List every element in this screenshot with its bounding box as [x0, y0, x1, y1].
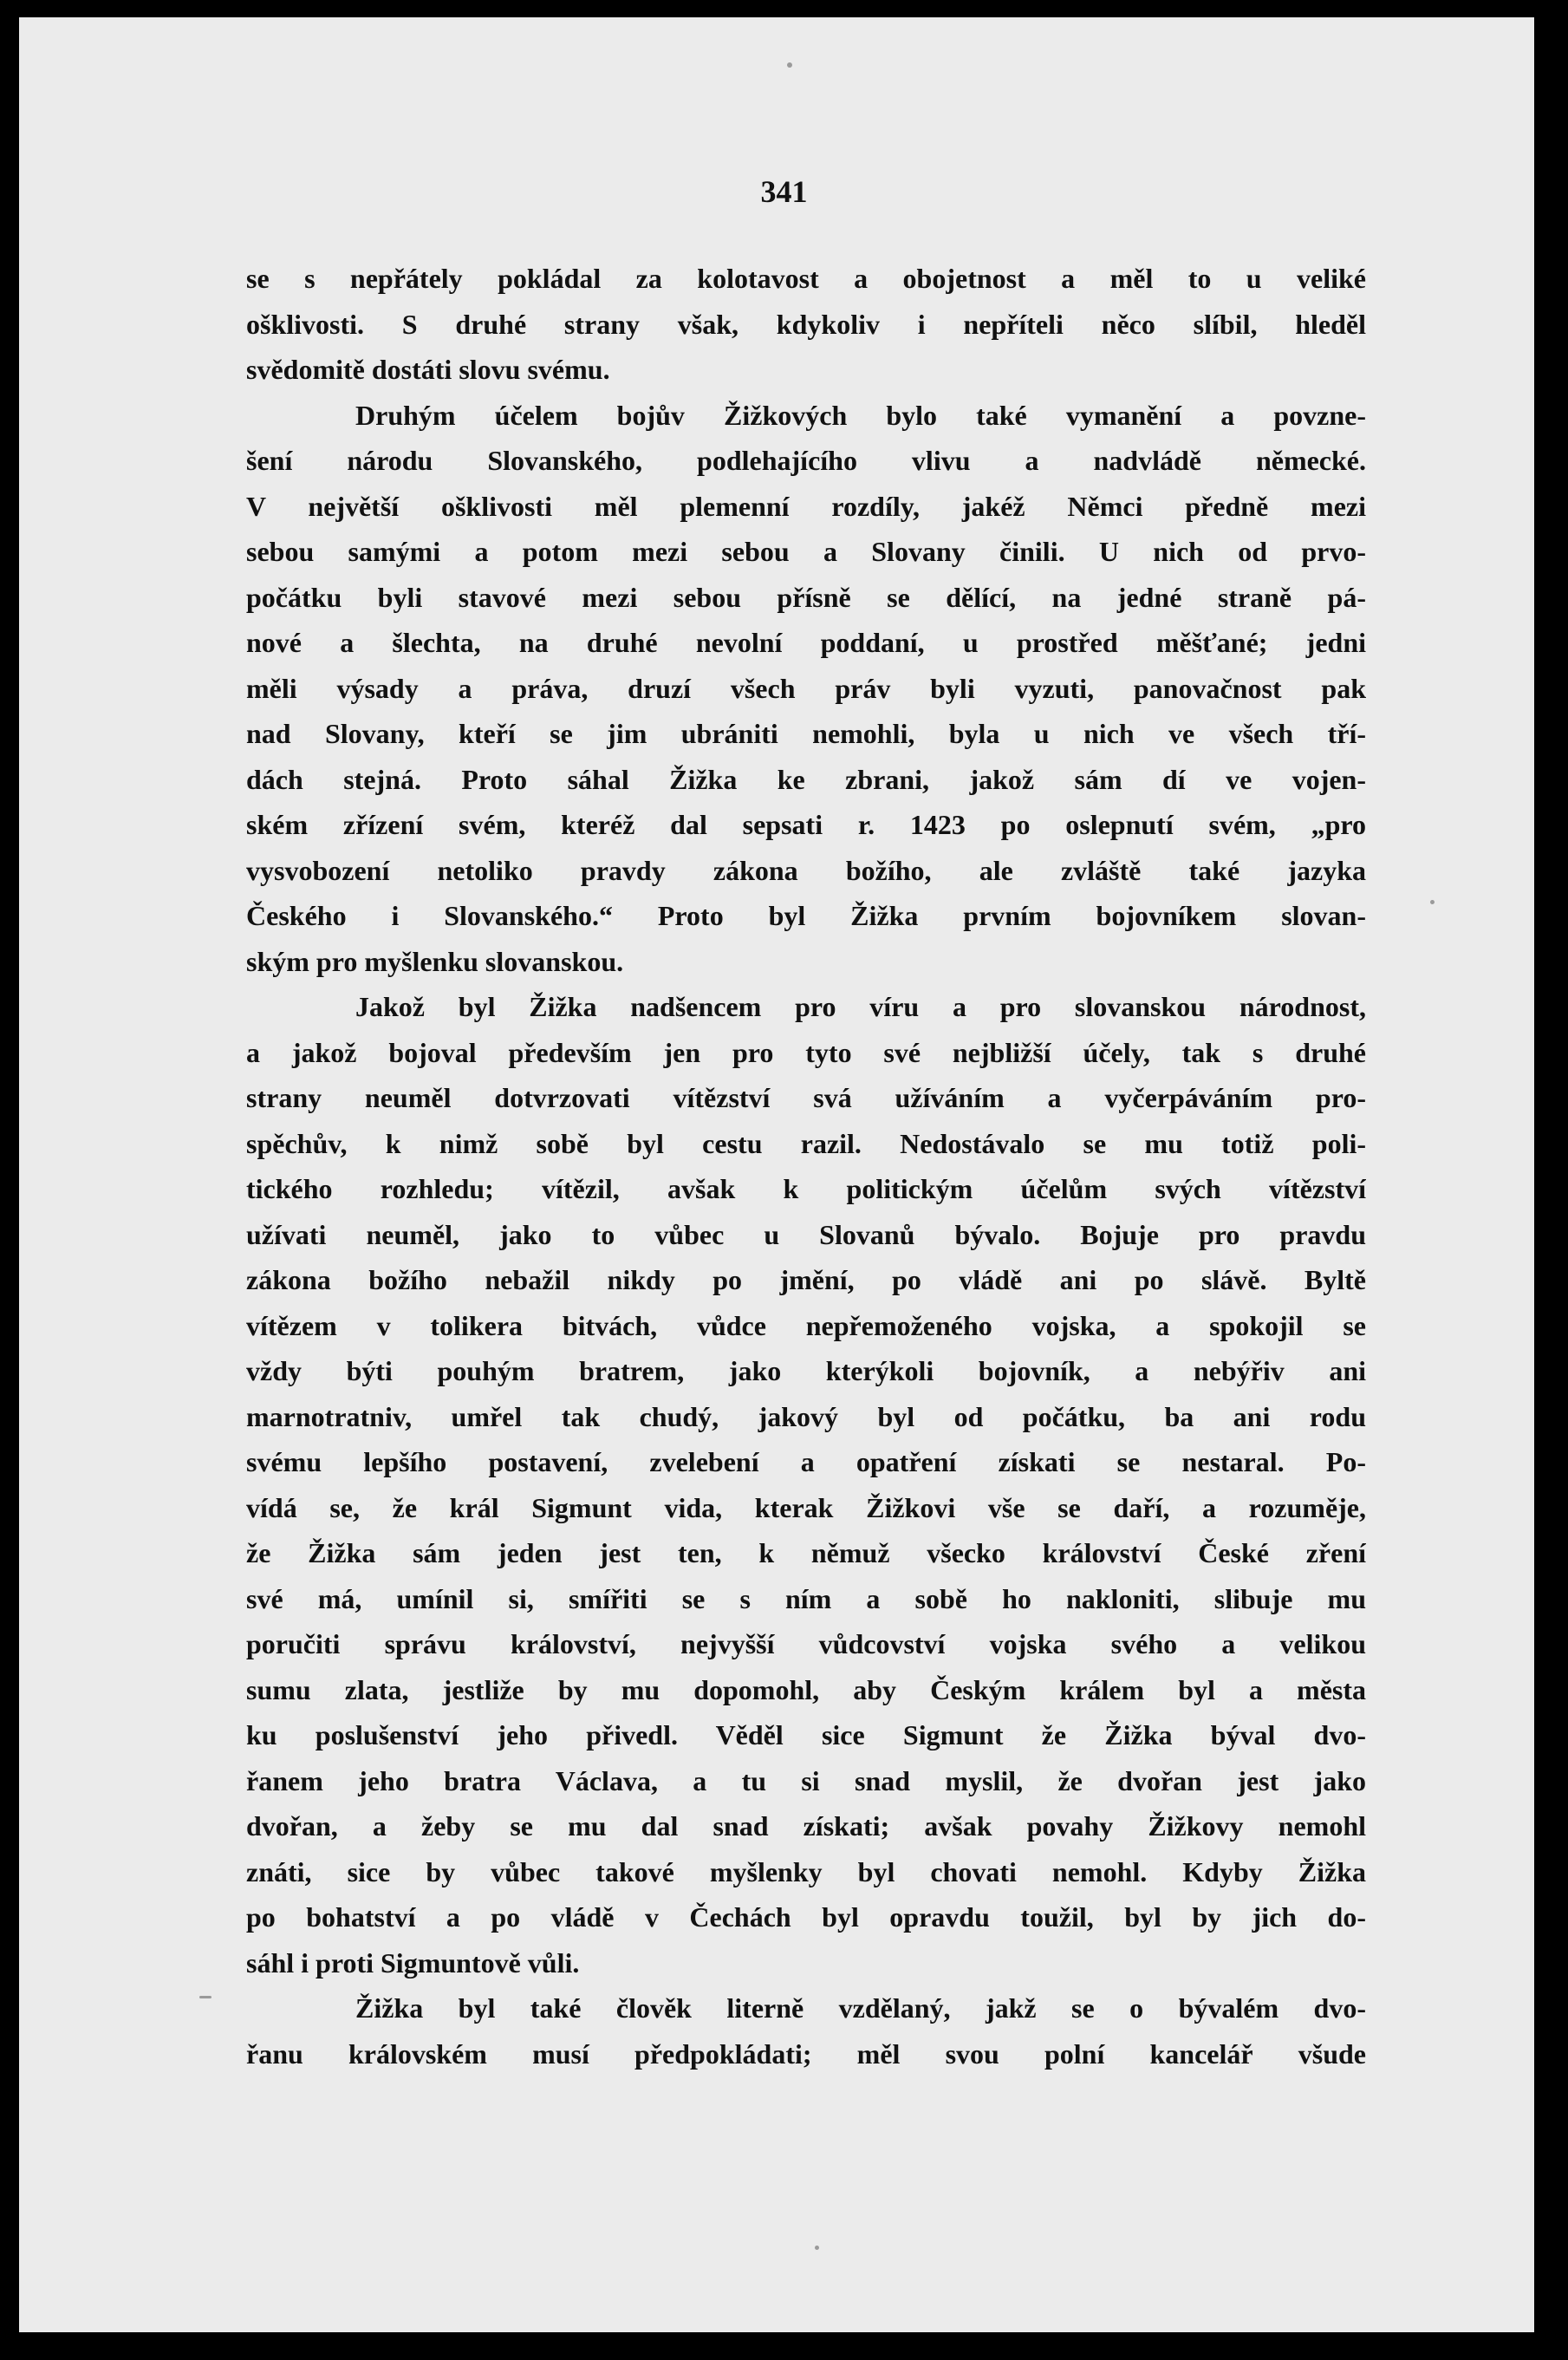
text-line: řanu královském musí předpokládati; měl svou polní kancelář všude	[246, 2037, 1366, 2070]
text-line: a jakož bojoval především jen pro tyto své nejbližší účely, tak s druhé	[246, 1036, 1366, 1068]
text-line: V největší ošklivosti měl plemenní rozdíly, jakéž Němci předně mezi	[246, 490, 1366, 522]
book-page	[19, 17, 1534, 2332]
text-line: řanem jeho bratra Václava, a tu si snad myslil, že dvořan jest jako	[246, 1764, 1366, 1796]
text-line: poručiti správu království, nejvyšší vůdcovství vojska svého a velikou	[246, 1628, 1366, 1659]
text-line: dvořan, a žeby se mu dal snad získati; avšak povahy Žižkovy nemohl	[246, 1810, 1366, 1842]
text-line: své má, umínil si, smířiti se s ním a sobě ho nakloniti, slibuje mu	[246, 1582, 1366, 1614]
text-line: počátku byli stavové mezi sebou přísně se dělící, na jedné straně pá-	[246, 581, 1366, 613]
text-line: Českého i Slovanského.“ Proto byl Žižka prvním bojovníkem slovan-	[246, 900, 1366, 931]
text-line: nad Slovany, kteří se jim ubrániti nemohli, byla u nich ve všech tří-	[246, 718, 1366, 749]
text-line: nové a šlechta, na druhé nevolní poddaní, u prostřed měšťané; jedni	[246, 627, 1366, 658]
text-line: svědomitě dostáti slovu svému.	[246, 354, 610, 385]
text-line: vídá se, že král Sigmunt vida, kterak Žižkovi vše se daří, a rozuměje,	[246, 1491, 1366, 1523]
text-line: že Žižka sám jeden jest ten, k němuž všecko království České zření	[246, 1537, 1366, 1568]
text-line: zákona božího nebažil nikdy po jmění, po vládě ani po slávě. Byltě	[246, 1264, 1366, 1295]
page-number: 341	[760, 174, 808, 209]
scan-speck	[199, 1996, 211, 1998]
text-line: spěchův, k nimž sobě byl cestu razil. Nedostávalo se mu totiž poli-	[246, 1127, 1366, 1159]
text-line: vždy býti pouhým bratrem, jako kterýkoli bojovník, a nebýřiv ani	[246, 1355, 1366, 1386]
body-text	[246, 256, 1366, 2076]
text-line: po bohatství a po vládě v Čechách byl opravdu toužil, byl by jich do-	[246, 1901, 1366, 1933]
text-line: vysvobození netoliko pravdy zákona božího, ale zvláště také jazyka	[246, 854, 1366, 886]
text-line: sebou samými a potom mezi sebou a Slovany činili. U nich od prvo-	[246, 536, 1366, 567]
text-line: Druhým účelem bojův Žižkových bylo také vymanění a povzne-	[355, 399, 1366, 431]
text-line: se s nepřátely pokládal za kolotavost a obojetnost a měl to u veliké	[246, 263, 1366, 294]
text-line: Žižka byl také člověk literně vzdělaný, jakž se o bývalém dvo-	[355, 1992, 1366, 2024]
text-line: marnotratniv, umřel tak chudý, jakový byl od počátku, ba ani rodu	[246, 1400, 1366, 1432]
scan-speck	[1430, 900, 1435, 904]
text-line: užívati neuměl, jako to vůbec u Slovanů bývalo. Bojuje pro pravdu	[246, 1218, 1366, 1250]
text-line: ským pro myšlenku slovanskou.	[246, 945, 624, 977]
text-line: ošklivosti. S druhé strany však, kdykoliv i nepříteli něco slíbil, hleděl	[246, 308, 1366, 340]
text-line: Jakož byl Žižka nadšencem pro víru a pro slovanskou národnost,	[355, 991, 1366, 1022]
scan-speck	[787, 62, 792, 68]
text-line: vítězem v tolikera bitvách, vůdce nepřemoženého vojska, a spokojil se	[246, 1309, 1366, 1341]
text-line: ském zřízení svém, kteréž dal sepsati r. 1423 po oslepnutí svém, „pro	[246, 809, 1366, 840]
text-line: měli výsady a práva, druzí všech práv byli vyzuti, panovačnost pak	[246, 672, 1366, 704]
text-line: sumu zlata, jestliže by mu dopomohl, aby Českým králem byl a města	[246, 1673, 1366, 1705]
scan-speck	[815, 2246, 819, 2250]
text-line: ku poslušenství jeho přivedl. Věděl sice Sigmunt že Žižka býval dvo-	[246, 1719, 1366, 1750]
text-line: svému lepšího postavení, zvelebení a opatření získati se nestaral. Po-	[246, 1446, 1366, 1477]
text-line: šení národu Slovanského, podlehajícího vlivu a nadvládě německé.	[246, 445, 1366, 476]
text-line: znáti, sice by vůbec takové myšlenky byl chovati nemohl. Kdyby Žižka	[246, 1855, 1366, 1887]
text-line: tického rozhledu; vítězil, avšak k politickým účelům svých vítězství	[246, 1173, 1366, 1204]
text-line: strany neuměl dotvrzovati vítězství svá užíváním a vyčerpáváním pro-	[246, 1082, 1366, 1113]
text-line: dách stejná. Proto sáhal Žižka ke zbrani, jakož sám dí ve vojen-	[246, 763, 1366, 795]
text-line: sáhl i proti Sigmuntově vůli.	[246, 1946, 580, 1979]
